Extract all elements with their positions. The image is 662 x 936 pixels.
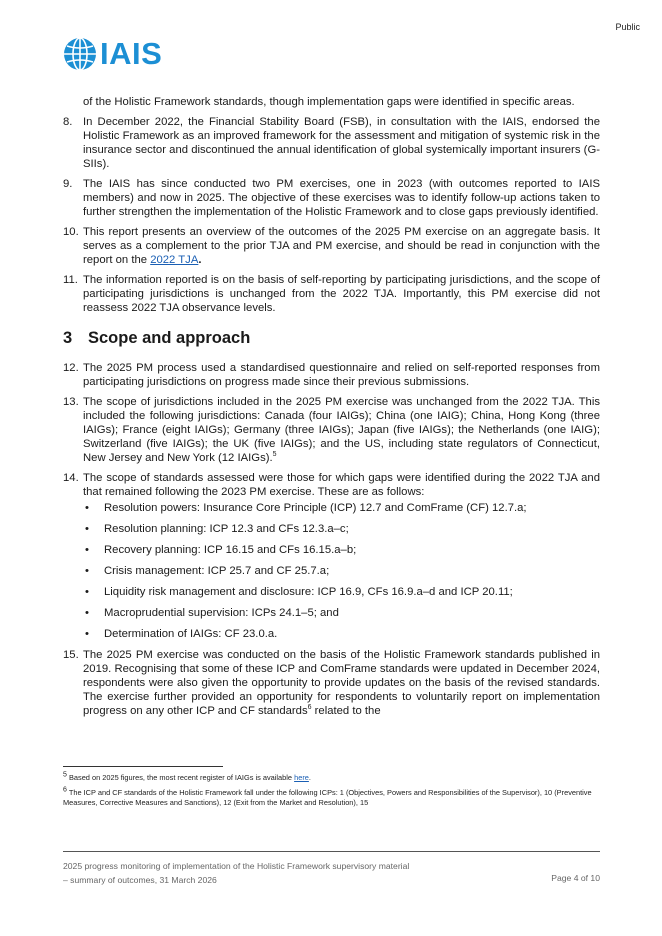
- section-heading: [63, 331, 600, 345]
- footnote-6: $^6$ The ICP and CF standards of the Holistic Framework fall under the following ICPs: 1 (Objectives, Powers and Responsibilities of the Supervisor), 10 (Preventive Measures, Corrective Measures and Sanctions), 12 (Exit from the Market and Resolution), 15: [63, 786, 592, 807]
- footnote-divider: [63, 766, 223, 767]
- bullet-icon: •: [85, 502, 89, 514]
- paragraph-number: 13.: [63, 396, 79, 408]
- paragraph-number: 8.: [63, 116, 73, 128]
- list-item: • Recovery planning: ICP 16.15 and CFs 16.15.a–b;: [85, 544, 357, 556]
- section-title: Scope and approach: [88, 329, 251, 347]
- standards-list: [83, 501, 600, 641]
- paragraph-number: 10.: [63, 226, 79, 238]
- paragraph-number: 12.: [63, 362, 79, 374]
- list-item: • Resolution powers: Insurance Core Principle (ICP) 12.7 and ComFrame (CF) 12.7.a;: [85, 502, 527, 514]
- list-item: • Macroprudential supervision: ICPs 24.1–5; and: [85, 607, 339, 619]
- bullet-icon: •: [85, 586, 89, 598]
- paragraph-13: 13. The scope of jurisdictions included in the 2025 PM exercise was unchanged from the 2022 TJA. This included the following jurisdictions: Canada (four IAIGs); China (one IAIG); China, Hong Kong (three IAIGs); France (eight IAIGs); Germany (three IAIGs); Japan (five IAIGs); the Netherlands (one IAIG); Switzerland (five IAIGs); the UK (five IAIGs); and the US, including state regulators of Connecticut, New Jersey and New York (12 IAIGs).$^5$: [63, 396, 600, 464]
- footnotes: [63, 773, 600, 813]
- list-item: • Determination of IAIGs: CF 23.0.a.: [85, 628, 278, 640]
- bullet-icon: •: [85, 523, 89, 535]
- paragraph-number: 9.: [63, 178, 73, 190]
- paragraph-15: 15. The 2025 PM exercise was conducted on the basis of the Holistic Framework standards published in 2019. Recognising that some of these ICP and ComFrame standards were updated in December 2024, respondents were also given the opportunity to provide updates on the basis of the revised standards. The exercise further provided an opportunity for respondents to voluntarily report on implementation progress on any other ICP and CF standards$^6$ related to the: [63, 649, 600, 717]
- list-item: • Liquidity risk management and disclosure: ICP 16.9, CFs 16.9.a–d and ICP 20.11;: [85, 586, 513, 598]
- paragraph-continued: of the Holistic Framework standards, though implementation gaps were identified in specific areas.: [83, 96, 575, 108]
- classification-label: Public: [615, 22, 640, 32]
- paragraph-number: 14.: [63, 472, 79, 484]
- list-item: • Crisis management: ICP 25.7 and CF 25.7.a;: [85, 565, 330, 577]
- bullet-icon: •: [85, 607, 89, 619]
- footer-divider: [63, 851, 600, 852]
- footnote-ref-6[interactable]: 6: [307, 704, 312, 712]
- section-number: 3: [63, 329, 73, 347]
- paragraph-11: 11. The information reported is on the basis of self-reporting by participating jurisdictions, and the scope of participating jurisdictions is unchanged from the 2022 TJA. Importantly, this PM exercise did not reassess 2022 TJA observance levels.: [63, 274, 600, 314]
- iais-logo: [63, 37, 162, 71]
- paragraph-9: 9. The IAIS has since conducted two PM exercises, one in 2023 (with outcomes reported to IAIS members) and now in 2025. The objective of these exercises was to identify follow-up actions taken to further strengthen the implementation of the Holistic Framework and to close gaps previously identified.: [63, 178, 600, 218]
- list-item: • Resolution planning: ICP 12.3 and CFs 12.3.a–c;: [85, 523, 349, 535]
- logo-text: IAIS: [100, 36, 163, 71]
- page-number: Page 4 of 10: [551, 873, 600, 883]
- paragraph-14: 14. The scope of standards assessed were those for which gaps were identified during the 2022 TJA and that remained following the 2023 PM exercise. These are as follows: • Resolution powers: Insurance Core Principle (ICP) 12.7 and ComFrame (CF) 12.7.a; • Resolution planning: ICP 12.3 and CFs 12.3.a–c; • Recovery planning: ICP 16.15 and CFs 16.15.a–b; • Crisis management: ICP 25.7 and CF 25.7.a; • Liquidity risk management and disclosure: ICP 16.9, CFs 16.9.a–d and ICP 20.11; • Macroprudential supervision: ICPs 24.1–5; and • Determination of IAIGs: CF 23.0.a.: [63, 472, 600, 640]
- bullet-icon: •: [85, 565, 89, 577]
- iaig-register-link[interactable]: here: [294, 773, 309, 782]
- bullet-icon: •: [85, 628, 89, 640]
- main-content: [63, 95, 600, 724]
- paragraph-10: 10. This report presents an overview of the outcomes of the 2025 PM exercise on an aggregate basis. It serves as a complement to the prior TJA and PM exercise, and should be read in conjunction with the report on the 2022 TJA.: [63, 226, 600, 266]
- paragraph-number: 15.: [63, 649, 79, 661]
- footnote-ref-5[interactable]: 5: [272, 451, 277, 459]
- paragraph-12: 12. The 2025 PM process used a standardised questionnaire and relied on self-reported responses from participating jurisdictions on progress made since their previous submissions.: [63, 362, 600, 388]
- bullet-icon: •: [85, 544, 89, 556]
- globe-icon: [63, 37, 97, 71]
- footnote-5: $^5$ Based on 2025 figures, the most recent register of IAIGs is available here.: [63, 771, 311, 782]
- footer-title: 2025 progress monitoring of implementation of the Holistic Framework supervisory material – summary of outcomes, 31 March 2026: [63, 861, 410, 885]
- tja-2022-link[interactable]: 2022 TJA: [150, 254, 199, 266]
- paragraph-8: 8. In December 2022, the Financial Stability Board (FSB), in consultation with the IAIS, endorsed the Holistic Framework as an improved framework for the assessment and mitigation of systemic risk in the insurance sector and discontinued the annual identification of global systemically important insurers (G-SIIs).: [63, 116, 600, 170]
- paragraph-number: 11.: [63, 274, 78, 286]
